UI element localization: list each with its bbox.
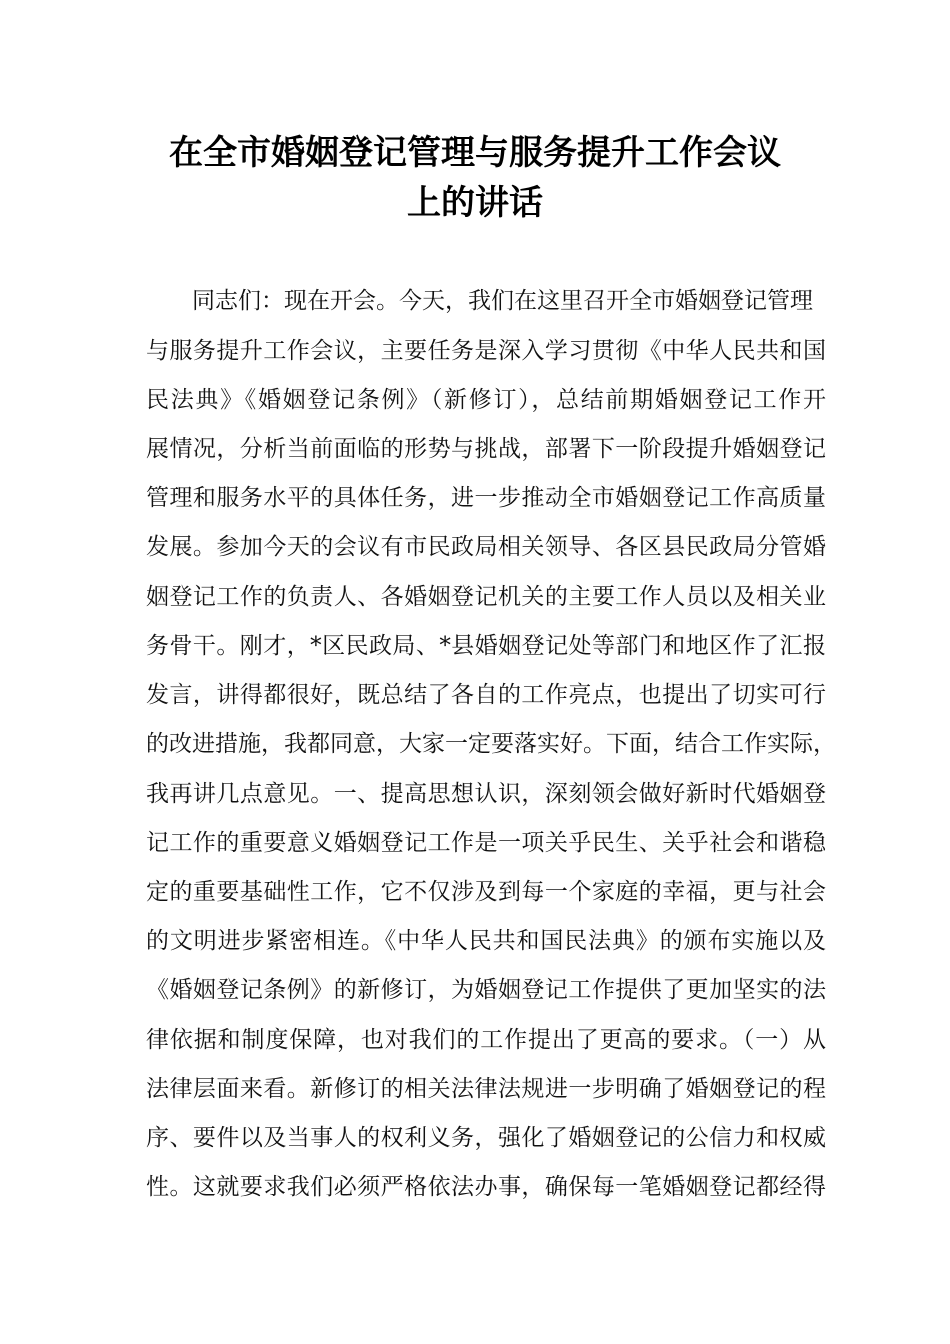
- body-line: 序、要件以及当事人的权利义务，强化了婚姻登记的公信力和权威: [146, 1125, 826, 1151]
- body-line: 展情况，分析当前面临的形势与挑战，部署下一阶段提升婚姻登记: [146, 436, 826, 462]
- document-title-line-1: 在全市婚姻登记管理与服务提升工作会议: [169, 133, 781, 173]
- body-line: 性。这就要求我们必须严格依法办事，确保每一笔婚姻登记都经得: [146, 1174, 826, 1200]
- body-line: 管理和服务水平的具体任务，进一步推动全市婚姻登记工作高质量: [146, 485, 826, 511]
- body-line: 姻登记工作的负责人、各婚姻登记机关的主要工作人员以及相关业: [146, 584, 826, 610]
- body-line: 与服务提升工作会议，主要任务是深入学习贯彻《中华人民共和国: [146, 338, 826, 364]
- body-line: 律依据和制度保障，也对我们的工作提出了更高的要求。（一）从: [146, 1027, 826, 1053]
- body-line: 同志们：现在开会。今天，我们在这里召开全市婚姻登记管理: [192, 288, 813, 314]
- body-line: 《婚姻登记条例》的新修订，为婚姻登记工作提供了更加坚实的法: [146, 977, 826, 1003]
- body-line: 法律层面来看。新修订的相关法律法规进一步明确了婚姻登记的程: [146, 1076, 826, 1102]
- document-title-line-2: 上的讲话: [407, 183, 543, 223]
- body-line: 记工作的重要意义婚姻登记工作是一项关乎民生、关乎社会和谐稳: [146, 830, 826, 856]
- body-line: 务骨干。刚才，*区民政局、*县婚姻登记处等部门和地区作了汇报: [146, 633, 826, 659]
- body-line: 的改进措施，我都同意，大家一定要落实好。下面，结合工作实际，: [146, 731, 836, 757]
- body-line: 发展。参加今天的会议有市民政局相关领导、各区县民政局分管婚: [146, 534, 826, 560]
- body-line: 定的重要基础性工作，它不仅涉及到每一个家庭的幸福，更与社会: [146, 879, 826, 905]
- body-line: 发言，讲得都很好，既总结了各自的工作亮点，也提出了切实可行: [146, 682, 826, 708]
- body-line: 民法典》《婚姻登记条例》（新修订），总结前期婚姻登记工作开: [146, 387, 826, 413]
- body-line: 我再讲几点意见。一、提高思想认识，深刻领会做好新时代婚姻登: [146, 781, 826, 807]
- body-line: 的文明进步紧密相连。《中华人民共和国民法典》的颁布实施以及: [146, 928, 826, 954]
